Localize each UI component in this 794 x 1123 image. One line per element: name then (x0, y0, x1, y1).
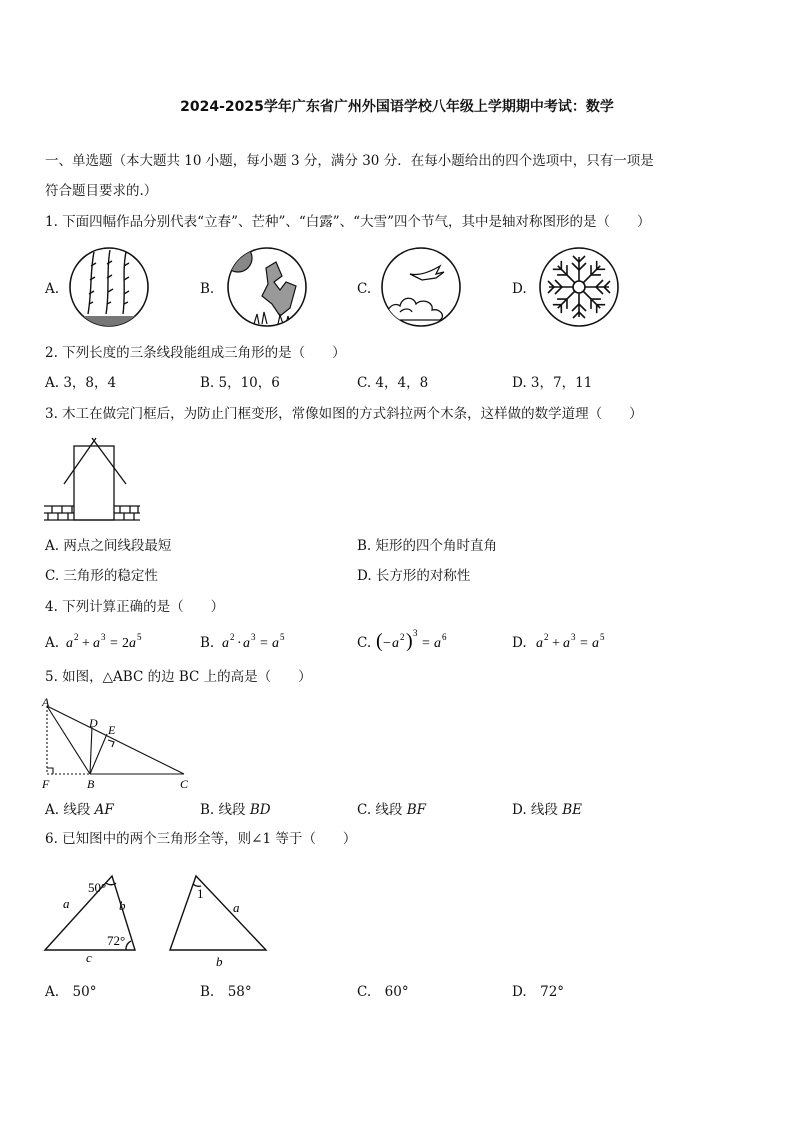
q5-option-b: B. 线段 BD (200, 802, 271, 818)
q6-stem: 6. 已知图中的两个三角形全等，则∠1 等于（ ） (45, 831, 357, 847)
svg-text:·: · (237, 636, 242, 651)
point-a: A (42, 696, 50, 709)
page-title: 2024-2025学年广东省广州外国语学校八年级上学期期中考试：数学 (180, 99, 614, 115)
tri1-top-angle: 50° (88, 880, 107, 895)
point-d: D (89, 716, 98, 730)
svg-text:a: a (222, 636, 229, 651)
q6-option-d: D. 72° (512, 984, 565, 1000)
bird-cloud-image (378, 246, 466, 328)
section-heading: 一、单选题（本大题共 10 小题，每小题 3 分，满分 30 分．在每小题给出的四个选项中，只有一项是 (45, 153, 654, 169)
q4-option-c-formula (376, 627, 466, 655)
point-f: F (42, 777, 50, 791)
svg-text:3: 3 (251, 632, 256, 642)
svg-text:5: 5 (280, 632, 285, 642)
q2-option-a: A. 3，8，4 (45, 375, 117, 391)
point-b: B (87, 777, 95, 791)
q6-option-b: B. 58° (200, 984, 252, 1000)
svg-text:5: 5 (137, 632, 142, 642)
q4-option-b-formula (222, 630, 302, 654)
svg-text:a: a (272, 636, 279, 651)
q2-option-c: C. 4，4，8 (357, 375, 429, 391)
svg-text:a: a (66, 636, 73, 651)
svg-text:=: = (110, 636, 118, 651)
svg-text:2: 2 (122, 636, 129, 651)
q4-stem: 4. 下列计算正确的是（ ） (45, 599, 225, 615)
q1-stem: 1. 下面四幅作品分别代表“立春”、芒种”、“白露”、“大雪”四个节气，其中是轴对称图形的是（ ） (45, 214, 651, 230)
tri2-angle-1: 1 (197, 886, 204, 901)
q5-option-c: C. 线段 BF (357, 802, 427, 818)
q3-option-c: C. 三角形的稳定性 (45, 568, 158, 584)
q3-option-b: B. 矩形的四个角时直角 (357, 538, 498, 554)
q1-option-b: B. (200, 281, 215, 297)
q1-option-a: A. (45, 281, 60, 297)
q5-option-a: A. 线段 AF (45, 802, 114, 818)
tri2-side-a: a (233, 900, 240, 915)
svg-text:+: + (82, 636, 90, 651)
tri1-right-angle: 72° (107, 933, 126, 948)
svg-text:=: = (260, 636, 268, 651)
svg-text:2: 2 (230, 632, 235, 642)
q5-stem: 5. 如图，△ABC 的边 BC 上的高是（ ） (45, 669, 312, 685)
tri1-side-a: a (63, 896, 70, 911)
svg-text:+: + (552, 636, 560, 651)
svg-text:a: a (93, 636, 100, 651)
q3-stem: 3. 木工在做完门框后，为防止门框变形，常像如图的方式斜拉两个木条，这样做的数学道理（ ） (45, 406, 643, 422)
svg-text:a: a (392, 636, 399, 651)
svg-text:=: = (580, 636, 588, 651)
q3-option-d: D. 长方形的对称性 (357, 568, 471, 584)
q3-option-a: A. 两点之间线段最短 (45, 538, 172, 554)
tri1-side-c: c (86, 950, 92, 965)
q4-option-a-label: A. (45, 635, 60, 651)
q6-option-a: A. 50° (45, 984, 97, 1000)
svg-text:a: a (434, 636, 441, 651)
svg-text:a: a (592, 636, 599, 651)
door-frame-diagram (42, 436, 142, 522)
q1-option-c: C. (357, 281, 372, 297)
q4-option-a-formula (66, 630, 156, 654)
q1-option-d: D. (512, 281, 527, 297)
svg-text:2: 2 (544, 632, 549, 642)
willow-image (66, 246, 154, 328)
svg-text:−: − (383, 636, 391, 651)
point-c: C (180, 777, 189, 791)
q4-option-c-label: C. (357, 635, 372, 651)
q6-option-c: C. 60° (357, 984, 409, 1000)
q2-option-d: D. 3，7，11 (512, 375, 593, 391)
triangle-abc-diagram (40, 696, 200, 792)
tri1-side-b: b (119, 898, 126, 913)
svg-text:a: a (563, 636, 570, 651)
tri2-side-b: b (216, 954, 223, 968)
moon-rock-image (224, 246, 312, 328)
q4-option-d-formula (536, 630, 616, 654)
q2-stem: 2. 下列长度的三条线段能组成三角形的是（ ） (45, 345, 346, 361)
svg-text:2: 2 (400, 632, 405, 642)
q2-option-b: B. 5，10，6 (200, 375, 280, 391)
svg-text:(: ( (376, 630, 383, 652)
svg-text:): ) (406, 630, 413, 652)
svg-text:3: 3 (413, 628, 418, 638)
svg-text:3: 3 (571, 632, 576, 642)
svg-text:5: 5 (600, 632, 605, 642)
point-e: E (108, 723, 116, 737)
q5-option-d: D. 线段 BE (512, 802, 583, 818)
congruent-triangles-diagram (40, 868, 280, 968)
q4-option-d-label: D. (512, 635, 527, 651)
snowflake-image (536, 246, 624, 328)
svg-text:a: a (243, 636, 250, 651)
svg-text:a: a (536, 636, 543, 651)
q4-option-b-label: B. (200, 635, 215, 651)
svg-text:=: = (422, 636, 430, 651)
svg-text:a: a (129, 636, 136, 651)
section-heading-cont: 符合题目要求的.） (45, 183, 158, 199)
svg-text:3: 3 (101, 632, 106, 642)
svg-text:6: 6 (442, 632, 447, 642)
svg-text:2: 2 (74, 632, 79, 642)
